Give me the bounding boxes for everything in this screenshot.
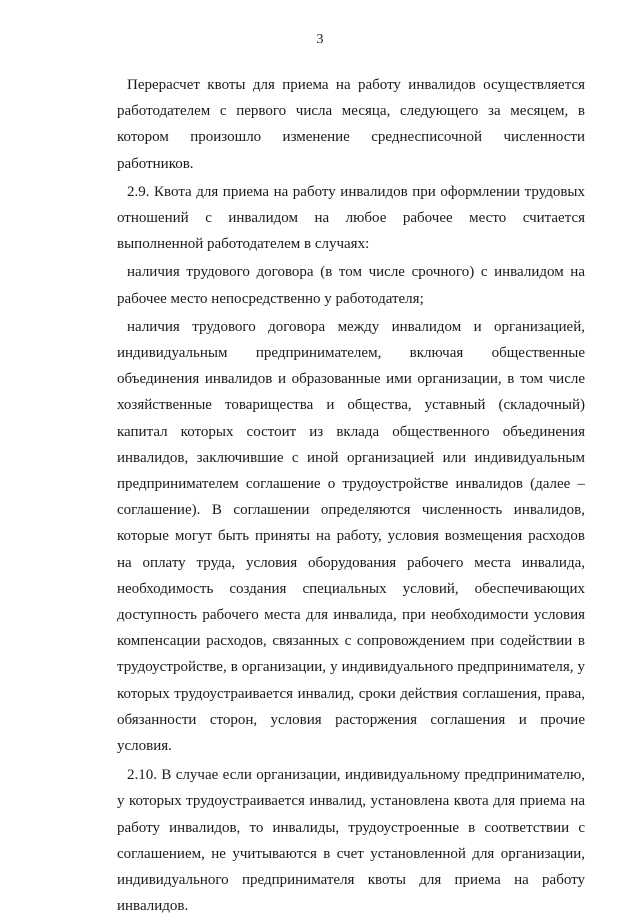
paragraph-2-10: 2.10. В случае если организации, индивидуальному предпринимателю, у которых трудоустраивается инвалид, установлена квота для приема на работу инвалидов, то инвалиды, трудоустроенные в соответствии с соглашением, не учитываются в счет установленной для организации, индивидуального предпринимателя квоты для приема на работу инвалидов. [117, 767, 585, 915]
page-number: 3 [316, 32, 324, 47]
paragraph-recalculation: Перерасчет квоты для приема на работу инвалидов осуществляется работодателем с первого числа месяца, следующего за месяцем, в котором произошло изменение среднесписочной численности работников. [117, 77, 585, 172]
paragraph-contract-direct: наличия трудового договора (в том числе срочного) с инвалидом на рабочее место непосредственно у работодателя; [117, 264, 585, 307]
paragraph-contract-agreement: наличия трудового договора между инвалидом и организацией, индивидуальным предпринимателем, включая общественные объединения инвалидов и образованные ими организации, в том числе хозяйственные товарищества и общества, уставный (складочный) капитал которых состоит из вклада общественного объединения инвалидов, заключившие с иной организацией или индивидуальным предпринимателем соглашение о трудоустройстве инвалидов (далее – соглашение). В соглашении определяются численность инвалидов, которые могут быть приняты на работу, условия возмещения расходов на оплату труда, условия оборудования рабочего места инвалида, необходимость создания специальных условий, обеспечивающих доступность рабочего места для инвалида, при необходимости условия компенсации расходов, связанных с сопровождением при содействии в трудоустройстве, в организации, у индивидуального предпринимателя, у которых трудоустраивается инвалид, сроки действия соглашения, права, обязанности сторон, условия расторжения соглашения и прочие условия. [117, 318, 585, 755]
document-body [117, 72, 585, 922]
paragraph-2-9: 2.9. Квота для приема на работу инвалидов при оформлении трудовых отношений с инвалидом на любое рабочее место считается выполненной работодателем в случаях: [117, 183, 585, 253]
